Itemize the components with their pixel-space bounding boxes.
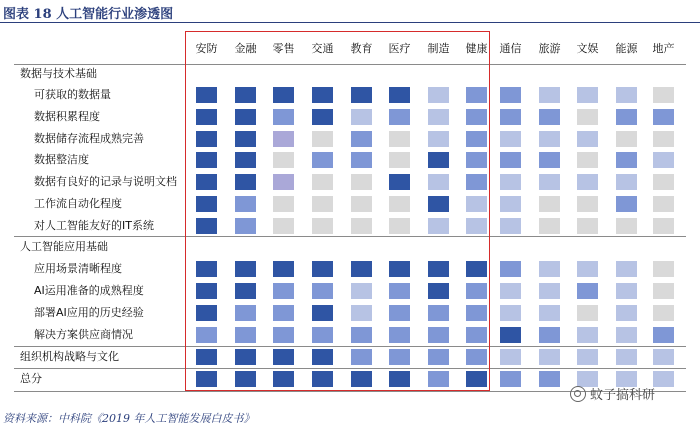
industry-header: 医疗 bbox=[388, 42, 411, 55]
matrix-cell bbox=[653, 218, 674, 234]
matrix-cell bbox=[500, 174, 521, 190]
matrix-cell bbox=[653, 305, 674, 321]
matrix-cell bbox=[577, 87, 598, 103]
matrix-cell bbox=[616, 196, 637, 212]
matrix-cell bbox=[539, 131, 560, 147]
matrix-cell bbox=[539, 283, 560, 299]
matrix-cell bbox=[577, 109, 598, 125]
matrix-cell bbox=[653, 327, 674, 343]
matrix-cell bbox=[616, 87, 637, 103]
row-label: 工作流自动化程度 bbox=[34, 197, 122, 210]
matrix-cell bbox=[616, 327, 637, 343]
matrix-cell bbox=[653, 283, 674, 299]
matrix-cell bbox=[539, 174, 560, 190]
matrix-cell bbox=[500, 109, 521, 125]
matrix-cell bbox=[577, 283, 598, 299]
figure-title: 图表 18 人工智能行业渗透图 bbox=[3, 7, 174, 22]
matrix-cell bbox=[577, 349, 598, 365]
industry-header: 交通 bbox=[311, 42, 334, 55]
source-note: 资料来源：中科院《2019 年人工智能发展白皮书》 bbox=[3, 412, 255, 425]
matrix-cell bbox=[539, 152, 560, 168]
industry-header: 金融 bbox=[234, 42, 257, 55]
matrix-cell bbox=[500, 371, 521, 387]
matrix-cell bbox=[539, 109, 560, 125]
section-label: 数据与技术基础 bbox=[20, 67, 97, 80]
matrix-cell bbox=[539, 196, 560, 212]
matrix-cell bbox=[653, 371, 674, 387]
row-label: 应用场景清晰程度 bbox=[34, 262, 122, 275]
row-label: 部署AI应用的历史经验 bbox=[34, 306, 144, 319]
matrix-cell bbox=[616, 109, 637, 125]
matrix-cell bbox=[653, 261, 674, 277]
matrix-cell bbox=[539, 87, 560, 103]
row-label: 数据有良好的记录与说明文档 bbox=[34, 175, 177, 188]
industry-header: 健康 bbox=[465, 42, 488, 55]
matrix-cell bbox=[653, 109, 674, 125]
matrix-cell bbox=[616, 261, 637, 277]
industry-header: 制造 bbox=[427, 42, 450, 55]
matrix-cell bbox=[577, 305, 598, 321]
matrix-cell bbox=[653, 174, 674, 190]
matrix-cell bbox=[577, 261, 598, 277]
matrix-cell bbox=[577, 131, 598, 147]
matrix-cell bbox=[500, 261, 521, 277]
matrix-cell bbox=[500, 305, 521, 321]
row-label: 对人工智能友好的IT系统 bbox=[34, 219, 154, 232]
row-label: 解决方案供应商情况 bbox=[34, 328, 133, 341]
highlight-box bbox=[185, 31, 490, 391]
row-label: AI运用准备的成熟程度 bbox=[34, 284, 144, 297]
matrix-cell bbox=[577, 152, 598, 168]
row-label: 数据积累程度 bbox=[34, 110, 100, 123]
matrix-cell bbox=[500, 131, 521, 147]
matrix-cell bbox=[577, 327, 598, 343]
matrix-cell bbox=[616, 283, 637, 299]
matrix-cell bbox=[539, 305, 560, 321]
matrix-cell bbox=[616, 152, 637, 168]
matrix-cell bbox=[616, 349, 637, 365]
matrix-cell bbox=[653, 196, 674, 212]
matrix-cell bbox=[500, 87, 521, 103]
matrix-cell bbox=[539, 349, 560, 365]
matrix-cell bbox=[577, 218, 598, 234]
matrix-cell bbox=[539, 327, 560, 343]
matrix-cell bbox=[653, 349, 674, 365]
matrix-cell bbox=[577, 174, 598, 190]
section-label: 组织机构战略与文化 bbox=[20, 350, 119, 363]
industry-header: 通信 bbox=[499, 42, 522, 55]
row-label: 可获取的数据量 bbox=[34, 88, 111, 101]
watermark-text: 蚊子搞科研 bbox=[590, 388, 656, 403]
wechat-icon bbox=[570, 386, 586, 402]
matrix-cell bbox=[500, 196, 521, 212]
industry-header: 零售 bbox=[272, 42, 295, 55]
section-label: 总分 bbox=[20, 372, 42, 385]
industry-header: 地产 bbox=[652, 42, 675, 55]
matrix-cell bbox=[616, 305, 637, 321]
matrix-cell bbox=[653, 87, 674, 103]
matrix-cell bbox=[500, 218, 521, 234]
matrix-cell bbox=[616, 218, 637, 234]
matrix-cell bbox=[539, 261, 560, 277]
matrix-cell bbox=[653, 131, 674, 147]
industry-header: 安防 bbox=[195, 42, 218, 55]
row-label: 数据整洁度 bbox=[34, 153, 89, 166]
matrix-cell bbox=[616, 174, 637, 190]
matrix-cell bbox=[500, 283, 521, 299]
matrix-cell bbox=[616, 131, 637, 147]
matrix-cell bbox=[500, 349, 521, 365]
watermark bbox=[570, 384, 655, 403]
section-label: 人工智能应用基础 bbox=[20, 240, 108, 253]
row-label: 数据储存流程成熟完善 bbox=[34, 132, 144, 145]
matrix-cell bbox=[500, 152, 521, 168]
industry-header: 旅游 bbox=[538, 42, 561, 55]
title-bar bbox=[0, 0, 700, 23]
matrix-cell bbox=[539, 218, 560, 234]
matrix-cell bbox=[653, 152, 674, 168]
matrix-cell bbox=[577, 196, 598, 212]
matrix-cell bbox=[539, 371, 560, 387]
matrix-cell bbox=[500, 327, 521, 343]
industry-header: 能源 bbox=[615, 42, 638, 55]
industry-header: 教育 bbox=[350, 42, 373, 55]
industry-header: 文娱 bbox=[576, 42, 599, 55]
